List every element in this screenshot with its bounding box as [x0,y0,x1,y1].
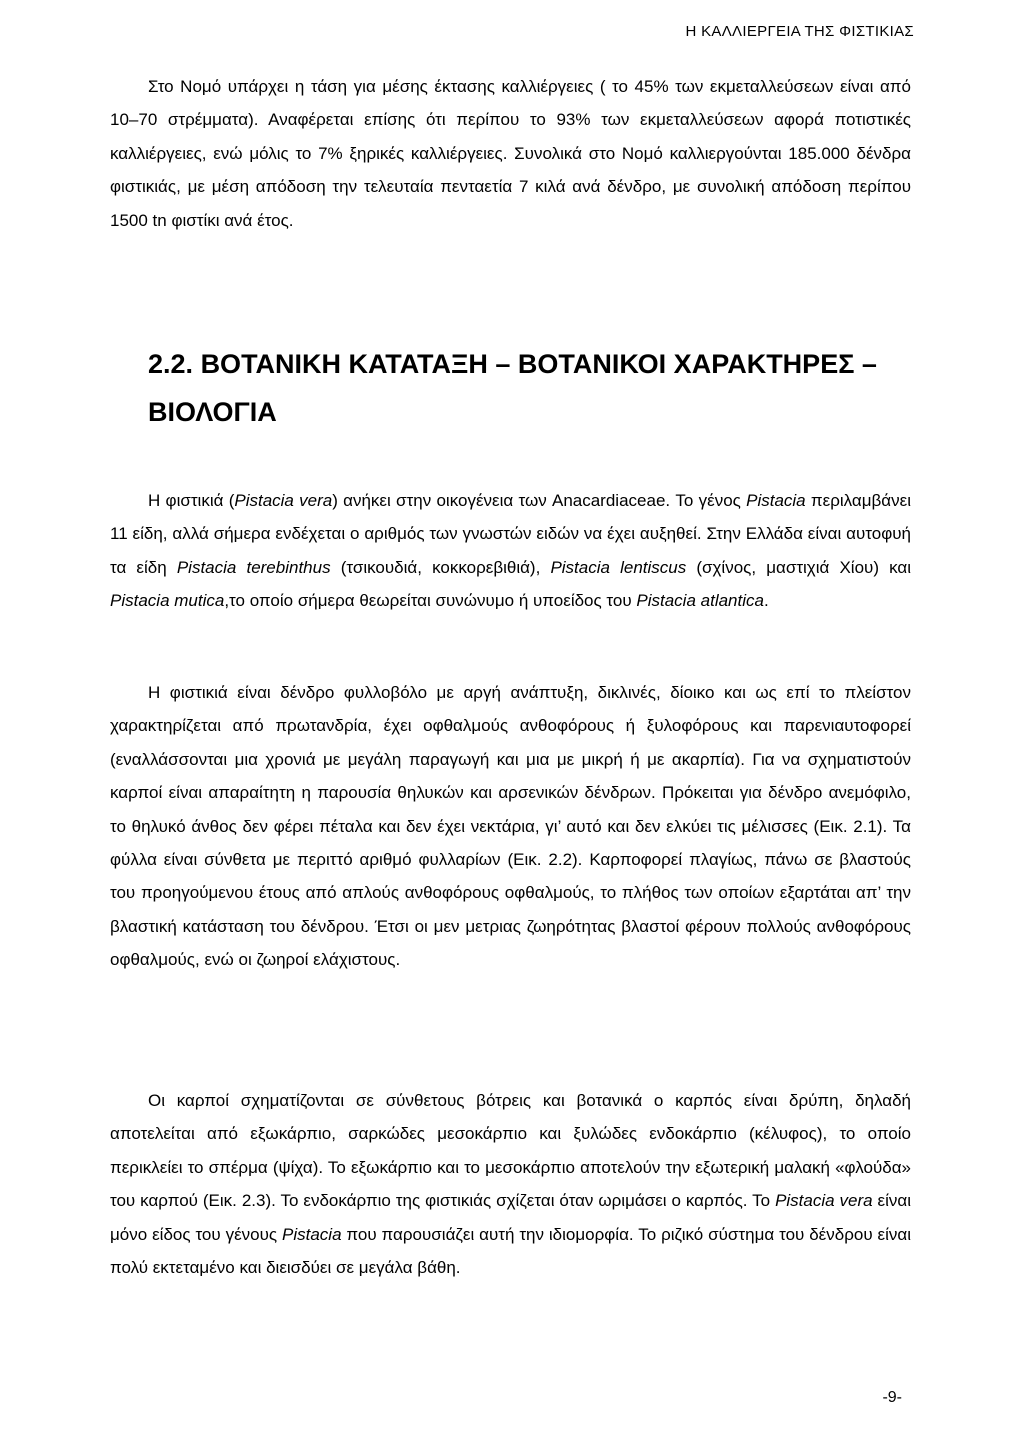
species-name: Pistacia mutica [110,591,225,611]
species-name: Pistacia vera [234,491,333,510]
section-heading [148,340,928,436]
section-title-line2: ΒΙΟΛΟΓΙΑ [148,397,277,427]
section-number: 2.2. [148,349,194,379]
species-name: Pistacia terebinthus [176,557,331,577]
genus-name: Pistacia [746,491,806,510]
species-name: Pistacia vera [775,1191,873,1211]
species-name: Pistacia lentiscus [550,557,687,577]
paragraph-taxonomy: Η φιστικιά (Pistacia vera) ανήκει στην οικογένεια των Anacardiaceae. Το γένος Pistacia περιλαμβάνει 11 είδη, αλλά σήμερα ενδέχεται ο αριθμός των γνωστών ειδών να έχει αυξηθεί. Στην Ελλάδα είναι αυτοφυή τα είδη Pistacia terebinthus (τσικουδιά, κοκκορεβιθιά), Pistacia lentiscus (σχίνος, μαστιχιά Χίου) και Pistacia mutica,το οποίο σήμερα θεωρείται συνώνυμο ή υποείδος του Pistacia atlantica. [110,491,911,611]
page-number: -9- [882,1389,902,1406]
running-header: Η ΚΑΛΛΙΕΡΓΕΙΑ ΤΗΣ ΦΙΣΤΙΚΙΑΣ [685,23,914,40]
genus-name: Pistacia [282,1224,342,1244]
paragraph-intro: Στο Νομό υπάρχει η τάση για μέσης έκτασης καλλιέργειες ( το 45% των εκμεταλλεύσεων είναι από 10–70 στρέμματα). Αναφέρεται επίσης ότι περίπου το 93% των εκμεταλλεύσεων αφορά ποτιστικές καλλιέργειες, ενώ μόλις το 7% ξηρικές καλλιέργειες. Συνολικά στο Νομό καλλιεργούνται 185.000 δένδρα φιστικιάς, με μέση απόδοση την τελευταία πενταετία 7 κιλά ανά δένδρο, με συνολική απόδοση περίπου 1500 tn φιστίκι ανά έτος. [110,77,911,230]
paragraph-biology: Η φιστικιά είναι δένδρο φυλλοβόλο με αργή ανάπτυξη, δικλινές, δίοικο και ως επί το πλείστον χαρακτηρίζεται από πρωτανδρία, έχει οφθαλμούς ανθοφόρους ή ξυλοφόρους και παρενιαυτοφορεί (εναλλάσσονται μια χρονιά με μεγάλη παραγωγή και μια με μικρή ή με ακαρπία). Για να σχηματιστούν καρποί είναι απαραίτητη η παρουσία θηλυκών και αρσενικών δένδρων. Πρόκειται για δένδρο ανεμόφιλο, το θηλυκό άνθος δεν φέρει πέταλα και δεν έχει νεκτάρια, γι’ αυτό και δεν ελκύει τις μέλισσες (Εικ. 2.1). Τα φύλλα είναι σύνθετα με περιττό αριθμό φυλλαρίων (Εικ. 2.2). Καρποφορεί πλαγίως, πάνω σε βλαστούς του προηγούμενου έτους από απλούς ανθοφόρους οφθαλμούς, το πλήθος των οποίων εξαρτάται απ’ την βλαστική κατάσταση του δένδρου. Έτσι οι μεν μετριας ζωηρότητας βλαστοί φέρουν πολλούς ανθοφόρους οφθαλμούς, ενώ οι ζωηροί ελάχιστους. [110,683,911,970]
species-name: Pistacia atlantica [636,591,764,611]
paragraph-fruit: Οι καρποί σχηματίζονται σε σύνθετους βότρεις και βοτανικά ο καρπός είναι δρύπη, δηλαδή αποτελείται από εξωκάρπιο, σαρκώδες μεσοκάρπιο και ξυλώδες ενδοκάρπιο (κέλυφος), το οποίο περικλείει το σπέρμα (ψίχα). Το εξωκάρπιο και το μεσοκάρπιο αποτελούν την εξωτερική μαλακή «φλούδα» του καρπού (Εικ. 2.3). Το ενδοκάρπιο της φιστικιάς σχίζεται όταν ωριμάσει ο καρπός. Το Pistacia vera είναι μόνο είδος του γένους Pistacia που παρουσιάζει αυτή την ιδιομορφία. Το ριζικό σύστημα του δένδρου είναι πολύ εκτεταμένο και διεισδύει σε μεγάλα βάθη. [110,1091,911,1278]
section-title-line1: ΒΟΤΑΝΙΚΗ ΚΑΤΑΤΑΞΗ – ΒΟΤΑΝΙΚΟΙ ΧΑΡΑΚΤΗΡΕΣ – [200,349,877,379]
